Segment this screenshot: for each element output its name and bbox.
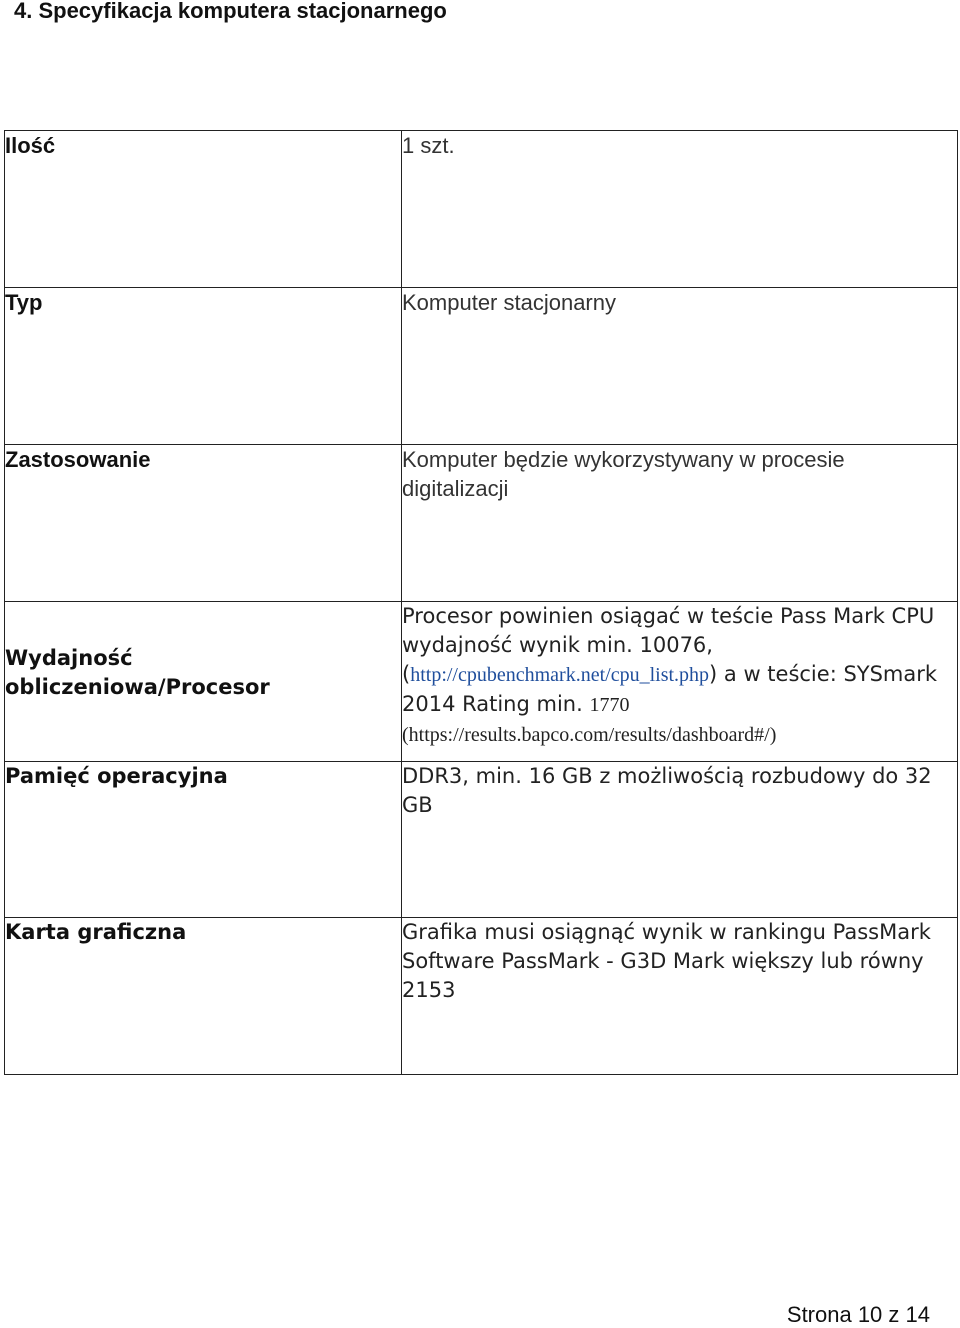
- row-value: Komputer stacjonarny: [402, 288, 958, 445]
- row-label-line: obliczeniowa/Procesor: [5, 675, 270, 699]
- table-row: [5, 131, 958, 288]
- table-row: [5, 762, 958, 918]
- row-value: Komputer będzie wykorzystywany w procesie digitalizacji: [402, 445, 958, 602]
- row-label-line: Wydajność: [5, 646, 133, 670]
- section-heading: 4. Specyfikacja komputera stacjonarnego: [14, 0, 447, 23]
- row-value: Grafika musi osiągnąć wynik w rankingu PassMark Software PassMark - G3D Mark większy lub równy 2153: [402, 918, 958, 1075]
- table-row: [5, 918, 958, 1075]
- table-row: [5, 288, 958, 445]
- spec-table: [4, 130, 958, 1075]
- bapco-link[interactable]: (https://results.bapco.com/results/dashboard#/): [402, 724, 777, 746]
- page-number: Strona 10 z 14: [786, 1302, 930, 1327]
- row-label: [5, 602, 402, 762]
- cpubenchmark-link[interactable]: http://cpubenchmark.net/cpu_list.php: [410, 664, 710, 686]
- row-label: Zastosowanie: [5, 445, 402, 602]
- row-value: [402, 602, 958, 762]
- cpu-text: Procesor powinien osiągać w teście Pass Mark CPU wydajność wynik min. 10076, (: [402, 604, 935, 686]
- table-row: [5, 445, 958, 602]
- table-row: [5, 602, 958, 762]
- cpu-text-2: ) a w teście: SYSmark 2014 Rating min.: [402, 662, 938, 716]
- row-label: Ilość: [5, 131, 402, 288]
- row-value: 1 szt.: [402, 131, 958, 288]
- row-value: DDR3, min. 16 GB z możliwością rozbudowy do 32 GB: [402, 762, 958, 918]
- row-label: Pamięć operacyjna: [5, 762, 402, 918]
- sysmark-score: 1770: [589, 694, 630, 716]
- row-label: Typ: [5, 288, 402, 445]
- row-label: Karta graficzna: [5, 918, 402, 1075]
